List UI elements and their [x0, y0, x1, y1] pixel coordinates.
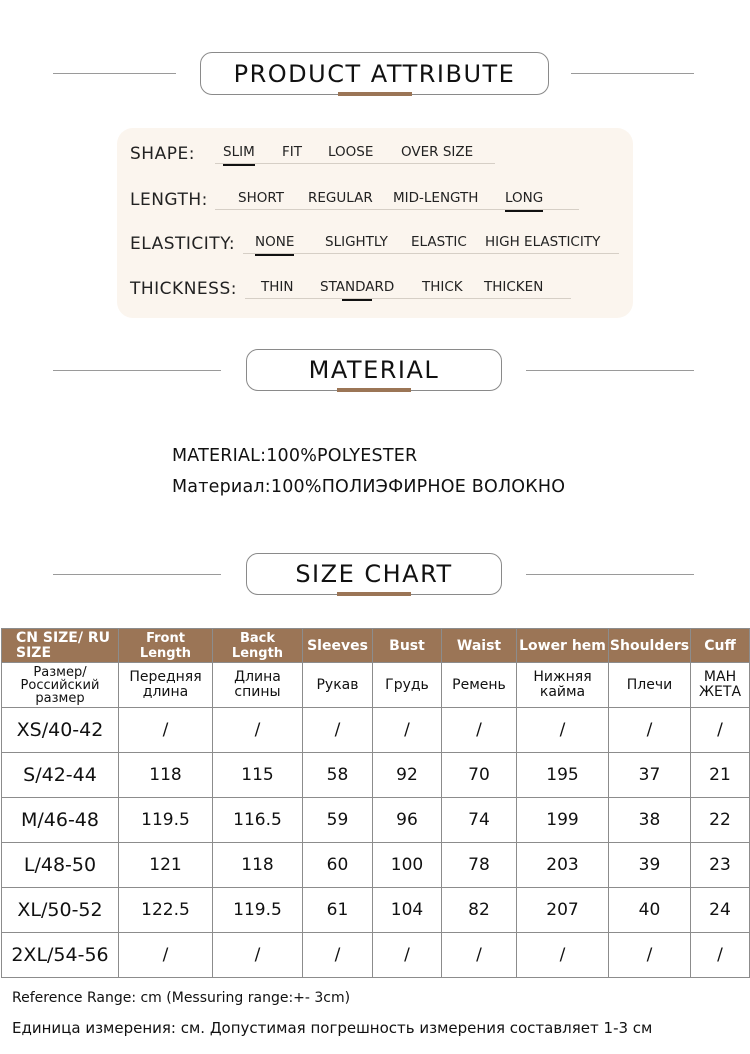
table-subheader-cell: Ремень	[442, 663, 517, 708]
table-cell: /	[609, 708, 691, 753]
table-header-cell: Shoulders	[609, 629, 691, 663]
table-cell: 23	[691, 843, 750, 888]
table-row	[2, 888, 750, 933]
table-subheader-cell: Грудь	[373, 663, 442, 708]
section-title-size-chart	[246, 553, 502, 595]
table-cell: 74	[442, 798, 517, 843]
divider-right	[526, 574, 694, 575]
table-cell: /	[303, 708, 373, 753]
table-cell: /	[373, 708, 442, 753]
table-cell: /	[119, 708, 213, 753]
table-cell: 58	[303, 753, 373, 798]
attribute-key: LENGTH:	[130, 190, 208, 210]
table-cell: 21	[691, 753, 750, 798]
table-cell: /	[691, 933, 750, 978]
size-cell: L/48-50	[2, 843, 119, 888]
table-header-cell: CN SIZE/ RU SIZE	[2, 629, 119, 663]
table-header-cell: Bust	[373, 629, 442, 663]
table-subheader-row	[2, 663, 750, 708]
selected-marker	[505, 210, 543, 212]
divider-right	[526, 370, 694, 371]
attribute-underline	[243, 253, 619, 254]
table-cell: 78	[442, 843, 517, 888]
title-accent-bar	[337, 592, 411, 596]
table-cell: 40	[609, 888, 691, 933]
attribute-key: THICKNESS:	[130, 279, 237, 299]
table-cell: 61	[303, 888, 373, 933]
table-cell: /	[442, 708, 517, 753]
section-title-text: PRODUCT ATTRIBUTE	[233, 59, 516, 88]
attribute-option: MID-LENGTH	[393, 190, 479, 206]
table-header-cell: Waist	[442, 629, 517, 663]
attribute-option: NONE	[255, 234, 294, 250]
size-cell: S/42-44	[2, 753, 119, 798]
attribute-option: THICK	[422, 279, 463, 295]
selected-marker	[255, 254, 294, 256]
table-cell: /	[517, 933, 609, 978]
table-row	[2, 798, 750, 843]
material-ru: Материал:100%ПОЛИЭФИРНОЕ ВОЛОКНО	[172, 477, 566, 497]
table-cell: 96	[373, 798, 442, 843]
table-subheader-cell: Рукав	[303, 663, 373, 708]
title-accent-bar	[337, 388, 411, 392]
table-subheader-cell: МАН ЖЕТА	[691, 663, 750, 708]
table-row	[2, 753, 750, 798]
attribute-underline	[245, 298, 571, 299]
table-subheader-cell: Передняя длина	[119, 663, 213, 708]
table-cell: /	[119, 933, 213, 978]
table-cell: 199	[517, 798, 609, 843]
attribute-option: SHORT	[238, 190, 284, 206]
attribute-option: LOOSE	[328, 144, 374, 160]
table-subheader-cell: Нижняя кайма	[517, 663, 609, 708]
size-cell: 2XL/54-56	[2, 933, 119, 978]
selected-marker	[342, 299, 372, 301]
table-cell: /	[609, 933, 691, 978]
attribute-option: LONG	[505, 190, 543, 206]
section-title-text: SIZE CHART	[295, 560, 453, 588]
table-cell: 70	[442, 753, 517, 798]
table-cell: 60	[303, 843, 373, 888]
reference-note-ru: Единица измерения: см. Допустимая погрешность измерения составляет 1-3 см	[12, 1019, 653, 1037]
table-cell: 104	[373, 888, 442, 933]
table-header-cell: Sleeves	[303, 629, 373, 663]
table-cell: 22	[691, 798, 750, 843]
table-cell: /	[373, 933, 442, 978]
table-header-cell: Lower hem	[517, 629, 609, 663]
table-cell: /	[691, 708, 750, 753]
table-cell: 122.5	[119, 888, 213, 933]
section-title-material	[246, 349, 502, 391]
table-cell: 121	[119, 843, 213, 888]
table-cell: 37	[609, 753, 691, 798]
table-cell: 118	[213, 843, 303, 888]
table-header-cell: Cuff	[691, 629, 750, 663]
size-cell: XS/40-42	[2, 708, 119, 753]
table-cell: 82	[442, 888, 517, 933]
attribute-option: SLIGHTLY	[325, 234, 388, 250]
table-header-cell: Back Length	[213, 629, 303, 663]
table-cell: /	[442, 933, 517, 978]
table-cell: /	[303, 933, 373, 978]
divider-left	[53, 73, 176, 74]
selected-marker	[223, 164, 255, 166]
table-cell: /	[213, 708, 303, 753]
table-cell: 100	[373, 843, 442, 888]
attribute-option: OVER SIZE	[401, 144, 474, 160]
size-cell: XL/50-52	[2, 888, 119, 933]
table-cell: /	[213, 933, 303, 978]
table-row	[2, 708, 750, 753]
table-cell: 119.5	[119, 798, 213, 843]
attribute-option: FIT	[282, 144, 302, 160]
attribute-option: REGULAR	[308, 190, 373, 206]
divider-left	[53, 370, 221, 371]
material-en: MATERIAL:100%POLYESTER	[172, 446, 418, 466]
attribute-option: THIN	[261, 279, 294, 295]
table-cell: 118	[119, 753, 213, 798]
table-cell: 59	[303, 798, 373, 843]
attribute-panel	[117, 128, 633, 318]
attribute-key: SHAPE:	[130, 144, 195, 164]
table-cell: 39	[609, 843, 691, 888]
table-header-row	[2, 629, 750, 663]
table-subheader-cell: Плечи	[609, 663, 691, 708]
section-title-attribute	[200, 52, 549, 95]
table-cell: 119.5	[213, 888, 303, 933]
table-cell: 24	[691, 888, 750, 933]
title-accent-bar	[338, 92, 412, 96]
table-subheader-cell: Длина спины	[213, 663, 303, 708]
attribute-option: THICKEN	[484, 279, 544, 295]
table-row	[2, 843, 750, 888]
attribute-option: ELASTIC	[411, 234, 467, 250]
table-cell: 195	[517, 753, 609, 798]
reference-note-en: Reference Range: cm (Messuring range:+- 3cm)	[12, 990, 351, 1006]
table-row	[2, 933, 750, 978]
attribute-option: STANDARD	[320, 279, 394, 295]
table-cell: 207	[517, 888, 609, 933]
attribute-option: SLIM	[223, 144, 255, 160]
table-header-cell: Front Length	[119, 629, 213, 663]
attribute-key: ELASTICITY:	[130, 234, 236, 254]
table-cell: 38	[609, 798, 691, 843]
section-title-text: MATERIAL	[308, 356, 440, 384]
table-cell: 115	[213, 753, 303, 798]
table-cell: 92	[373, 753, 442, 798]
table-cell: 203	[517, 843, 609, 888]
size-cell: M/46-48	[2, 798, 119, 843]
divider-left	[53, 574, 221, 575]
size-chart-table	[1, 628, 750, 978]
table-cell: 116.5	[213, 798, 303, 843]
table-cell: /	[517, 708, 609, 753]
attribute-option: HIGH ELASTICITY	[485, 234, 601, 250]
table-subheader-cell: Размер/ Российский размер	[2, 663, 119, 708]
divider-right	[571, 73, 694, 74]
attribute-underline	[215, 163, 495, 164]
